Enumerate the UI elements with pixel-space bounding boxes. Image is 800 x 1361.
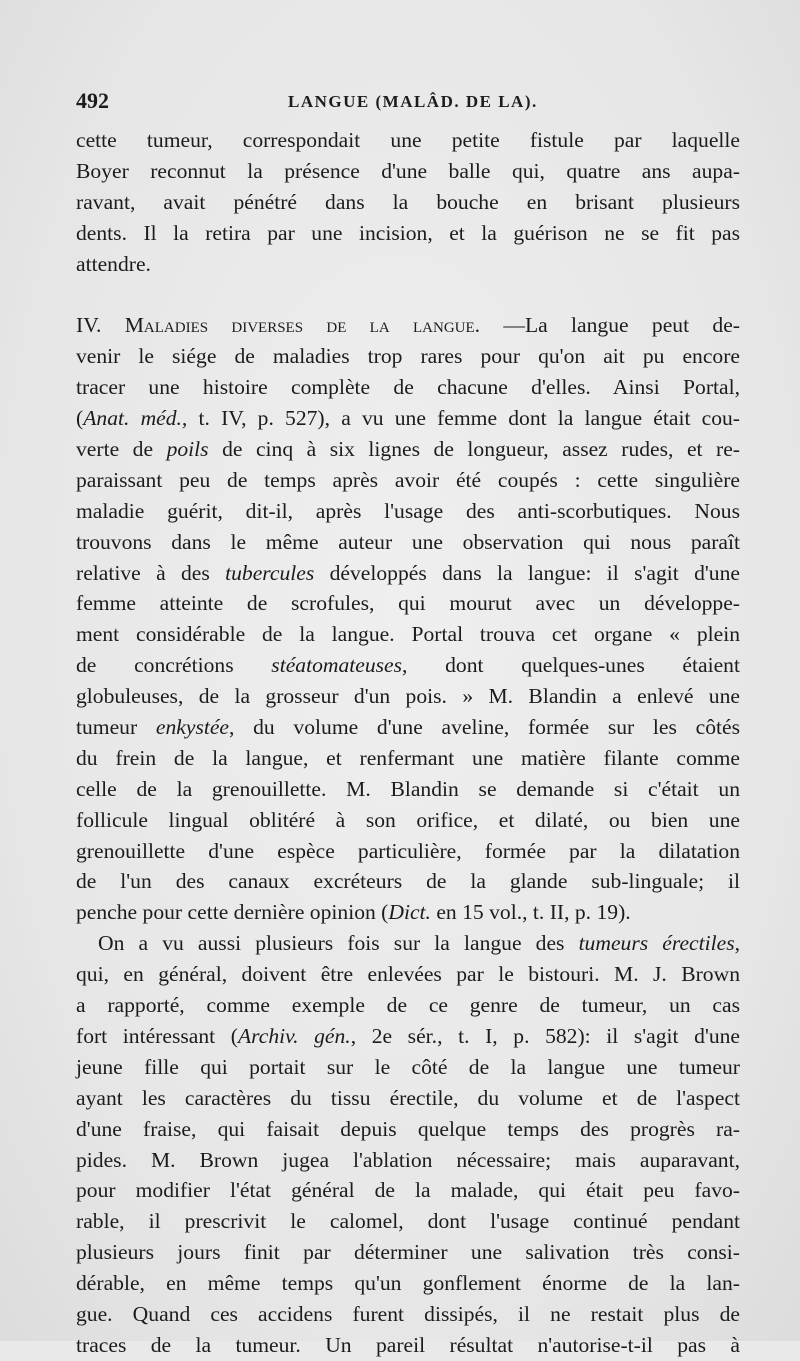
text-run: ( [76,406,84,431]
text-line: trouvons dans le même auteur une observation qui nous paraît [76,529,740,554]
text-line [76,310,740,341]
text-line: pour modifier l'état général de la malade, qui était peu favo- [76,1178,740,1203]
text-line: traces de la tumeur. Un pareil résultat n'autorise-t-il pas à [76,1332,740,1357]
text-line: cette tumeur, correspondait une petite fistule par laquelle [76,128,740,152]
italic-citation: Dict. [388,900,431,925]
text-run: , [734,931,740,956]
text-line: femme atteinte de scrofules, qui mourut avec un développe- [76,591,740,616]
text-line: dents. Il la retira par une incision, et la guérison ne se fit pas [76,220,740,245]
text-line: venir le siége de maladies trop rares pour qu'on ait pu encore [76,344,740,369]
page-number: 492 [76,88,109,113]
text-run: , 2e sér., t. I, p. 582): il s'agit d'une [350,1023,741,1048]
paragraph [76,928,740,1360]
text-line: follicule lingual oblitéré à son orifice, et dilaté, ou bien une [76,807,740,832]
text-run: , du volume d'une aveline, formée sur les côtés [229,715,740,740]
text-line: globuleuses, de la grosseur d'un pois. » M. Blandin a enlevé une [76,684,740,709]
text-line: ayant les caractères du tissu érectile, du volume et de l'aspect [76,1085,740,1110]
text-line: grenouillette d'une espèce particulière, formée par la dilatation [76,838,740,863]
paragraph [76,125,740,279]
text-line [76,712,740,743]
paragraph [76,310,740,928]
text-run: développés dans la langue: il s'agit d'une [314,560,740,585]
text-run: de cinq à six lignes de longueur, assez rudes, et re- [208,437,740,462]
text-line [76,650,740,681]
text-run: tumeur [76,715,156,740]
text-line [76,434,740,465]
section-numeral: IV. [76,313,102,338]
text-line [76,897,740,928]
text-line: qui, en général, doivent être enlevées par le bistouri. M. J. Brown [76,962,740,987]
text-line [76,403,740,434]
text-line [76,1021,740,1052]
text-line [76,558,740,589]
text-line [76,928,740,959]
text-line: de l'un des canaux excréteurs de la glande sub-linguale; il [76,869,740,894]
italic-citation: Archiv. gén. [237,1023,351,1048]
text-line: jeune fille qui portait sur le côté de la langue une tumeur [76,1054,740,1079]
text-line: rable, il prescrivit le calomel, dont l'usage continué pendant [76,1209,740,1234]
text-run: de concrétions [76,653,272,678]
text-run: , dont quelques-unes étaient [402,653,740,678]
text-line: tracer une histoire complète de chacune d'elles. Ainsi Portal, [76,375,740,400]
text-line: du frein de la langue, et renfermant une matière filante comme [76,745,740,770]
text-line: gue. Quand ces accidens furent dissipés, il ne restait plus de [76,1301,740,1326]
text-line: celle de la grenouillette. M. Blandin se demande si c'était un [76,776,740,801]
italic-term: poils [166,437,209,462]
text-run: t. IV, p. 527), a vu une femme dont la langue était cou- [187,406,740,431]
section-heading: Maladies diverses de la langue. [124,313,481,338]
text-line: dérable, en même temps qu'un gonflement énorme de la lan- [76,1271,740,1296]
text-run: verte de [76,437,167,462]
text-line: ment considérable de la langue. Portal trouva cet organe « plein [76,622,740,647]
text-run: On a vu aussi plusieurs fois sur la langue des [98,931,579,956]
italic-citation: Anat. méd., [83,406,188,431]
text-run: relative à des [76,560,226,585]
text-run: fort intéressant ( [76,1023,238,1048]
text-line: a rapporté, comme exemple de ce genre de tumeur, un cas [76,993,740,1018]
text-run: en 15 vol., t. II, p. 19). [430,900,631,925]
italic-term: enkystée [155,715,230,740]
italic-term: stéatomateuses [271,653,403,678]
text-line: pides. M. Brown jugea l'ablation nécessaire; mais auparavant, [76,1147,740,1172]
text-line: ravant, avait pénétré dans la bouche en brisant plusieurs [76,189,740,214]
page-header [76,88,740,118]
body-text [76,125,740,1361]
text-run: penche pour cette dernière opinion ( [76,900,389,925]
running-head: LANGUE (MALÂD. DE LA). [288,92,538,111]
text-line: paraissant peu de temps après avoir été coupés : cette singulière [76,467,740,492]
text-line: attendre. [76,251,151,276]
text-line: d'une fraise, qui faisait depuis quelque temps des progrès ra- [76,1116,740,1141]
text-line: Boyer reconnut la présence d'une balle qui, quatre ans aupa- [76,158,740,183]
text-line: plusieurs jours finit par déterminer une salivation très consi- [76,1240,740,1265]
italic-term: tubercules [225,560,315,585]
italic-term: tumeurs érectiles [578,931,735,956]
text-run: —La langue peut de- [503,313,740,338]
section-gap [76,279,740,310]
text-line: maladie guérit, dit-il, après l'usage des anti-scorbutiques. Nous [76,498,740,523]
